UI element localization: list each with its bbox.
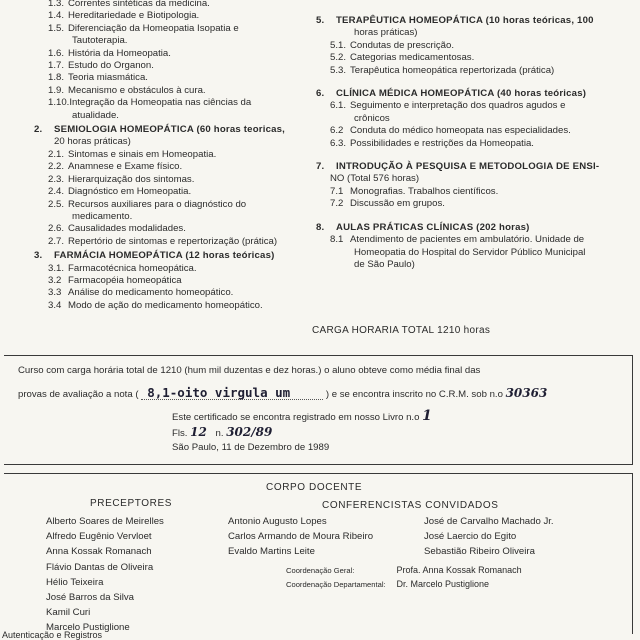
item-number: 1.5. <box>48 22 65 34</box>
section-title: INTRODUÇÃO À PESQUISA E METODOLOGIA DE ENSI- <box>336 161 600 173</box>
preceptors-list <box>46 514 164 636</box>
section2-items <box>34 149 306 248</box>
section-number: 7. <box>316 161 325 173</box>
coord-general-label: Coordenação Geral: <box>286 566 355 575</box>
item-text: Possibilidades e restrições da Homeopatia. <box>350 137 534 149</box>
section7-items <box>316 186 634 211</box>
section2-heading <box>34 124 306 136</box>
item-text: Terapêutica homeopática repertorizada (prática) <box>350 64 555 76</box>
total-hours: CARGA HORARIA TOTAL 1210 horas <box>312 325 491 336</box>
coord-dep-label: Coordenação Departamental: <box>286 580 386 589</box>
section-title-cont: horas práticas) <box>354 27 418 39</box>
coord-general-name: Profa. Anna Kossak Romanach <box>396 565 522 575</box>
item-number: 5.1. <box>330 39 347 51</box>
item-number: 2.1. <box>48 148 65 160</box>
crm-number: 30363 <box>505 386 548 400</box>
item-number: 6.1. <box>330 100 347 112</box>
certificate-line2 <box>18 386 634 401</box>
faculty-name: Carlos Armando de Moura Ribeiro <box>228 531 374 543</box>
list-item <box>48 85 306 97</box>
list-item <box>48 10 306 22</box>
list-item <box>48 186 306 198</box>
faculty-name: Sebastião Ribeiro Oliveira <box>424 546 535 558</box>
item-number: 1.9. <box>48 84 65 96</box>
list-item <box>48 300 306 312</box>
list-item <box>48 0 306 10</box>
list-item <box>48 263 306 275</box>
item-text: Atendimento de pacientes em ambulatório. Unidade de <box>350 234 585 246</box>
section-title: FARMÁCIA HOMEOPÁTICA (12 horas teóricas) <box>54 250 275 262</box>
item-text: Conduta do médico homeopata nas especialidades. <box>350 125 571 137</box>
n-value: 302/89 <box>226 425 273 439</box>
item-text: Integração da Homeopatia nas ciências da <box>69 97 252 109</box>
item-text: Repertório de sintomas e repertorização (prática) <box>68 235 278 247</box>
livro-number: 1 <box>422 408 432 424</box>
lecturers-title: CONFERENCISTAS CONVIDADOS <box>322 500 499 511</box>
section6-heading <box>316 88 634 100</box>
item-number: 6.3. <box>330 137 347 149</box>
item-text: Modo de ação do medicamento homeopático. <box>68 299 263 311</box>
item-number: 2.3. <box>48 173 65 185</box>
item-text-cont: Homeopatia do Hospital do Servidor Público Municipal <box>354 246 586 258</box>
registry-line <box>172 410 432 424</box>
list-item <box>48 236 306 248</box>
item-number: 1.10. <box>48 97 70 109</box>
faculty-name: José de Carvalho Machado Jr. <box>424 516 554 527</box>
curriculum-left-column <box>34 0 306 312</box>
registry-text: Este certificado se encontra registrado em nosso Livro n.o <box>172 412 420 423</box>
item-text: Farmacopéia homeopática <box>68 274 182 286</box>
item-number: 1.6. <box>48 47 65 59</box>
item-text: Farmacotécnica homeopática. <box>68 262 197 274</box>
item-number: 3.3 <box>48 287 62 299</box>
item-number: 2.7. <box>48 235 65 247</box>
list-item <box>330 125 634 137</box>
item-number: 2.2. <box>48 161 65 173</box>
section7-heading <box>316 161 634 173</box>
item-text: Anamnese e Exame físico. <box>68 161 183 173</box>
section-title: SEMIOLOGIA HOMEOPÁTICA (60 horas teoricas, <box>54 124 286 136</box>
item-number: 2.4. <box>48 186 65 198</box>
item-number: 3.2 <box>48 274 62 286</box>
coord-dep-name: Dr. Marcelo Pustiglione <box>396 579 490 589</box>
item-text-cont: de São Paulo) <box>354 258 415 270</box>
faculty-name: Flávio Dantas de Oliveira <box>46 561 154 573</box>
item-text: Análise do medicamento homeopático. <box>68 287 234 299</box>
department-coordination <box>286 577 489 592</box>
item-text: Mecanismo e obstáculos à cura. <box>68 84 206 96</box>
section5-heading <box>316 15 634 27</box>
faculty-name: Kamil Curi <box>46 607 91 619</box>
item-text: Causalidades modalidades. <box>68 223 186 235</box>
list-item <box>330 234 634 246</box>
item-number: 2.6. <box>48 223 65 235</box>
list-item <box>330 198 634 210</box>
item-number: 1.4. <box>48 10 65 22</box>
section-number: 3. <box>34 250 43 262</box>
list-item <box>48 23 306 35</box>
list-item <box>48 149 306 161</box>
item-text-cont: Tautoterapia. <box>72 35 128 47</box>
list-item <box>48 60 306 72</box>
list-item <box>48 199 306 211</box>
list-item <box>48 97 306 109</box>
list-item <box>330 40 634 52</box>
item-number: 3.1. <box>48 262 65 274</box>
grade-prefix: provas de avaliação a nota ( <box>18 389 139 400</box>
list-item <box>330 138 634 150</box>
list-item <box>48 72 306 84</box>
list-item <box>330 186 634 198</box>
faculty-name: Alfredo Eugênio Vervloet <box>46 531 152 543</box>
section-title-cont: 20 horas práticas) <box>54 136 131 148</box>
section-number: 2. <box>34 124 43 136</box>
list-item <box>330 100 634 112</box>
section-title: AULAS PRÁTICAS CLÍNICAS (202 horas) <box>336 221 530 233</box>
section-title: TERAPÊUTICA HOMEOPÁTICA (10 horas teóricas, 100 <box>336 15 594 26</box>
list-item <box>48 287 306 299</box>
crm-label: ) e se encontra inscrito no C.R.M. sob n.o <box>325 389 503 400</box>
lecturers-list-2 <box>424 514 554 560</box>
section6-items <box>316 100 634 150</box>
section5-items <box>316 40 634 77</box>
section-title-cont: NO (Total 576 horas) <box>330 173 420 185</box>
item-text: Diagnóstico em Homeopatia. <box>68 186 192 198</box>
item-number: 5.3. <box>330 64 347 76</box>
faculty-name: Alberto Soares de Meirelles <box>46 516 164 527</box>
faculty-name: Antonio Augusto Lopes <box>228 516 327 527</box>
authentication-footer: Autenticação e Registros <box>2 630 103 640</box>
list-item <box>48 223 306 235</box>
item-text: Categorias medicamentosas. <box>350 52 475 64</box>
faculty-name: Hélio Teixeira <box>46 576 104 588</box>
item-number: 1.8. <box>48 72 65 84</box>
list-item <box>48 174 306 186</box>
grade-handwritten: 8,1-oito virgula um <box>141 386 323 400</box>
item-text: Discussão em grupos. <box>350 198 445 210</box>
faculty-title: CORPO DOCENTE <box>266 482 363 493</box>
item-text: Teoria miasmática. <box>68 72 148 84</box>
item-text: Condutas de prescrição. <box>350 39 454 51</box>
item-number: 7.2 <box>330 198 344 210</box>
faculty-name: José Laercio do Egito <box>424 531 517 543</box>
section-title: CLÍNICA MÉDICA HOMEOPÁTICA (40 horas teóricas) <box>336 88 587 100</box>
item-text: História da Homeopatia. <box>68 47 171 59</box>
fls-label: Fls. <box>172 428 188 439</box>
faculty-name: Marcelo Pustiglione <box>46 622 130 634</box>
section-number: 6. <box>316 88 325 100</box>
item-text: Sintomas e sinais em Homeopatia. <box>68 148 217 160</box>
item-number: 2.5. <box>48 198 65 210</box>
item-number: 1.7. <box>48 60 65 72</box>
item-text: Seguimento e interpretação dos quadros agudos e <box>350 100 566 112</box>
general-coordination <box>286 563 522 578</box>
faculty-box <box>4 473 633 634</box>
section3-items <box>34 263 306 313</box>
n-label: n. <box>215 428 224 439</box>
faculty-name: Evaldo Martins Leite <box>228 546 315 558</box>
item-number: 3.4 <box>48 299 62 311</box>
item-text: Hierarquização dos sintomas. <box>68 173 195 185</box>
section-number: 8. <box>316 221 325 233</box>
item-number: 6.2 <box>330 125 344 137</box>
item-number: 8.1 <box>330 234 344 246</box>
item-number: 7.1 <box>330 185 344 197</box>
item-text: Diferenciação da Homeopatia Isopatia e <box>68 22 239 34</box>
section8-items <box>316 234 634 271</box>
section8-heading <box>316 222 634 234</box>
list-item <box>48 275 306 287</box>
item-text: Recursos auxiliares para o diagnóstico do <box>68 198 247 210</box>
folio-line <box>172 426 272 440</box>
curriculum-right-column <box>316 0 634 271</box>
item-text: Estudo do Organon. <box>68 60 154 72</box>
list-item <box>330 65 634 77</box>
certificate-box <box>4 355 633 465</box>
faculty-name: José Barros da Silva <box>46 592 134 604</box>
certificate-line1: Curso com carga horária total de 1210 (hum mil duzentas e dez horas.) o aluno obteve como média final das <box>18 365 481 376</box>
item-number: 1.3. <box>48 0 65 9</box>
list-item <box>48 161 306 173</box>
section-number: 5. <box>316 15 325 26</box>
faculty-name: Anna Kossak Romanach <box>46 546 152 558</box>
item-text-cont: crônicos <box>354 112 390 124</box>
item-text-cont: atualidade. <box>72 109 119 121</box>
item-text: Correntes sintéticas da medicina. <box>68 0 210 9</box>
list-item <box>330 52 634 64</box>
preceptors-title: PRECEPTORES <box>90 498 172 509</box>
item-text: Hereditariedade e Biotipologia. <box>68 10 200 22</box>
item-text: Monografias. Trabalhos científicos. <box>350 185 499 197</box>
lecturers-list-1 <box>228 514 373 560</box>
item-number: 5.2. <box>330 52 347 64</box>
list-item <box>48 48 306 60</box>
section1-items <box>34 0 306 122</box>
issue-date: São Paulo, 11 de Dezembro de 1989 <box>172 442 330 453</box>
section3-heading <box>34 250 306 262</box>
item-text-cont: medicamento. <box>72 210 133 222</box>
fls-number: 12 <box>190 425 207 439</box>
